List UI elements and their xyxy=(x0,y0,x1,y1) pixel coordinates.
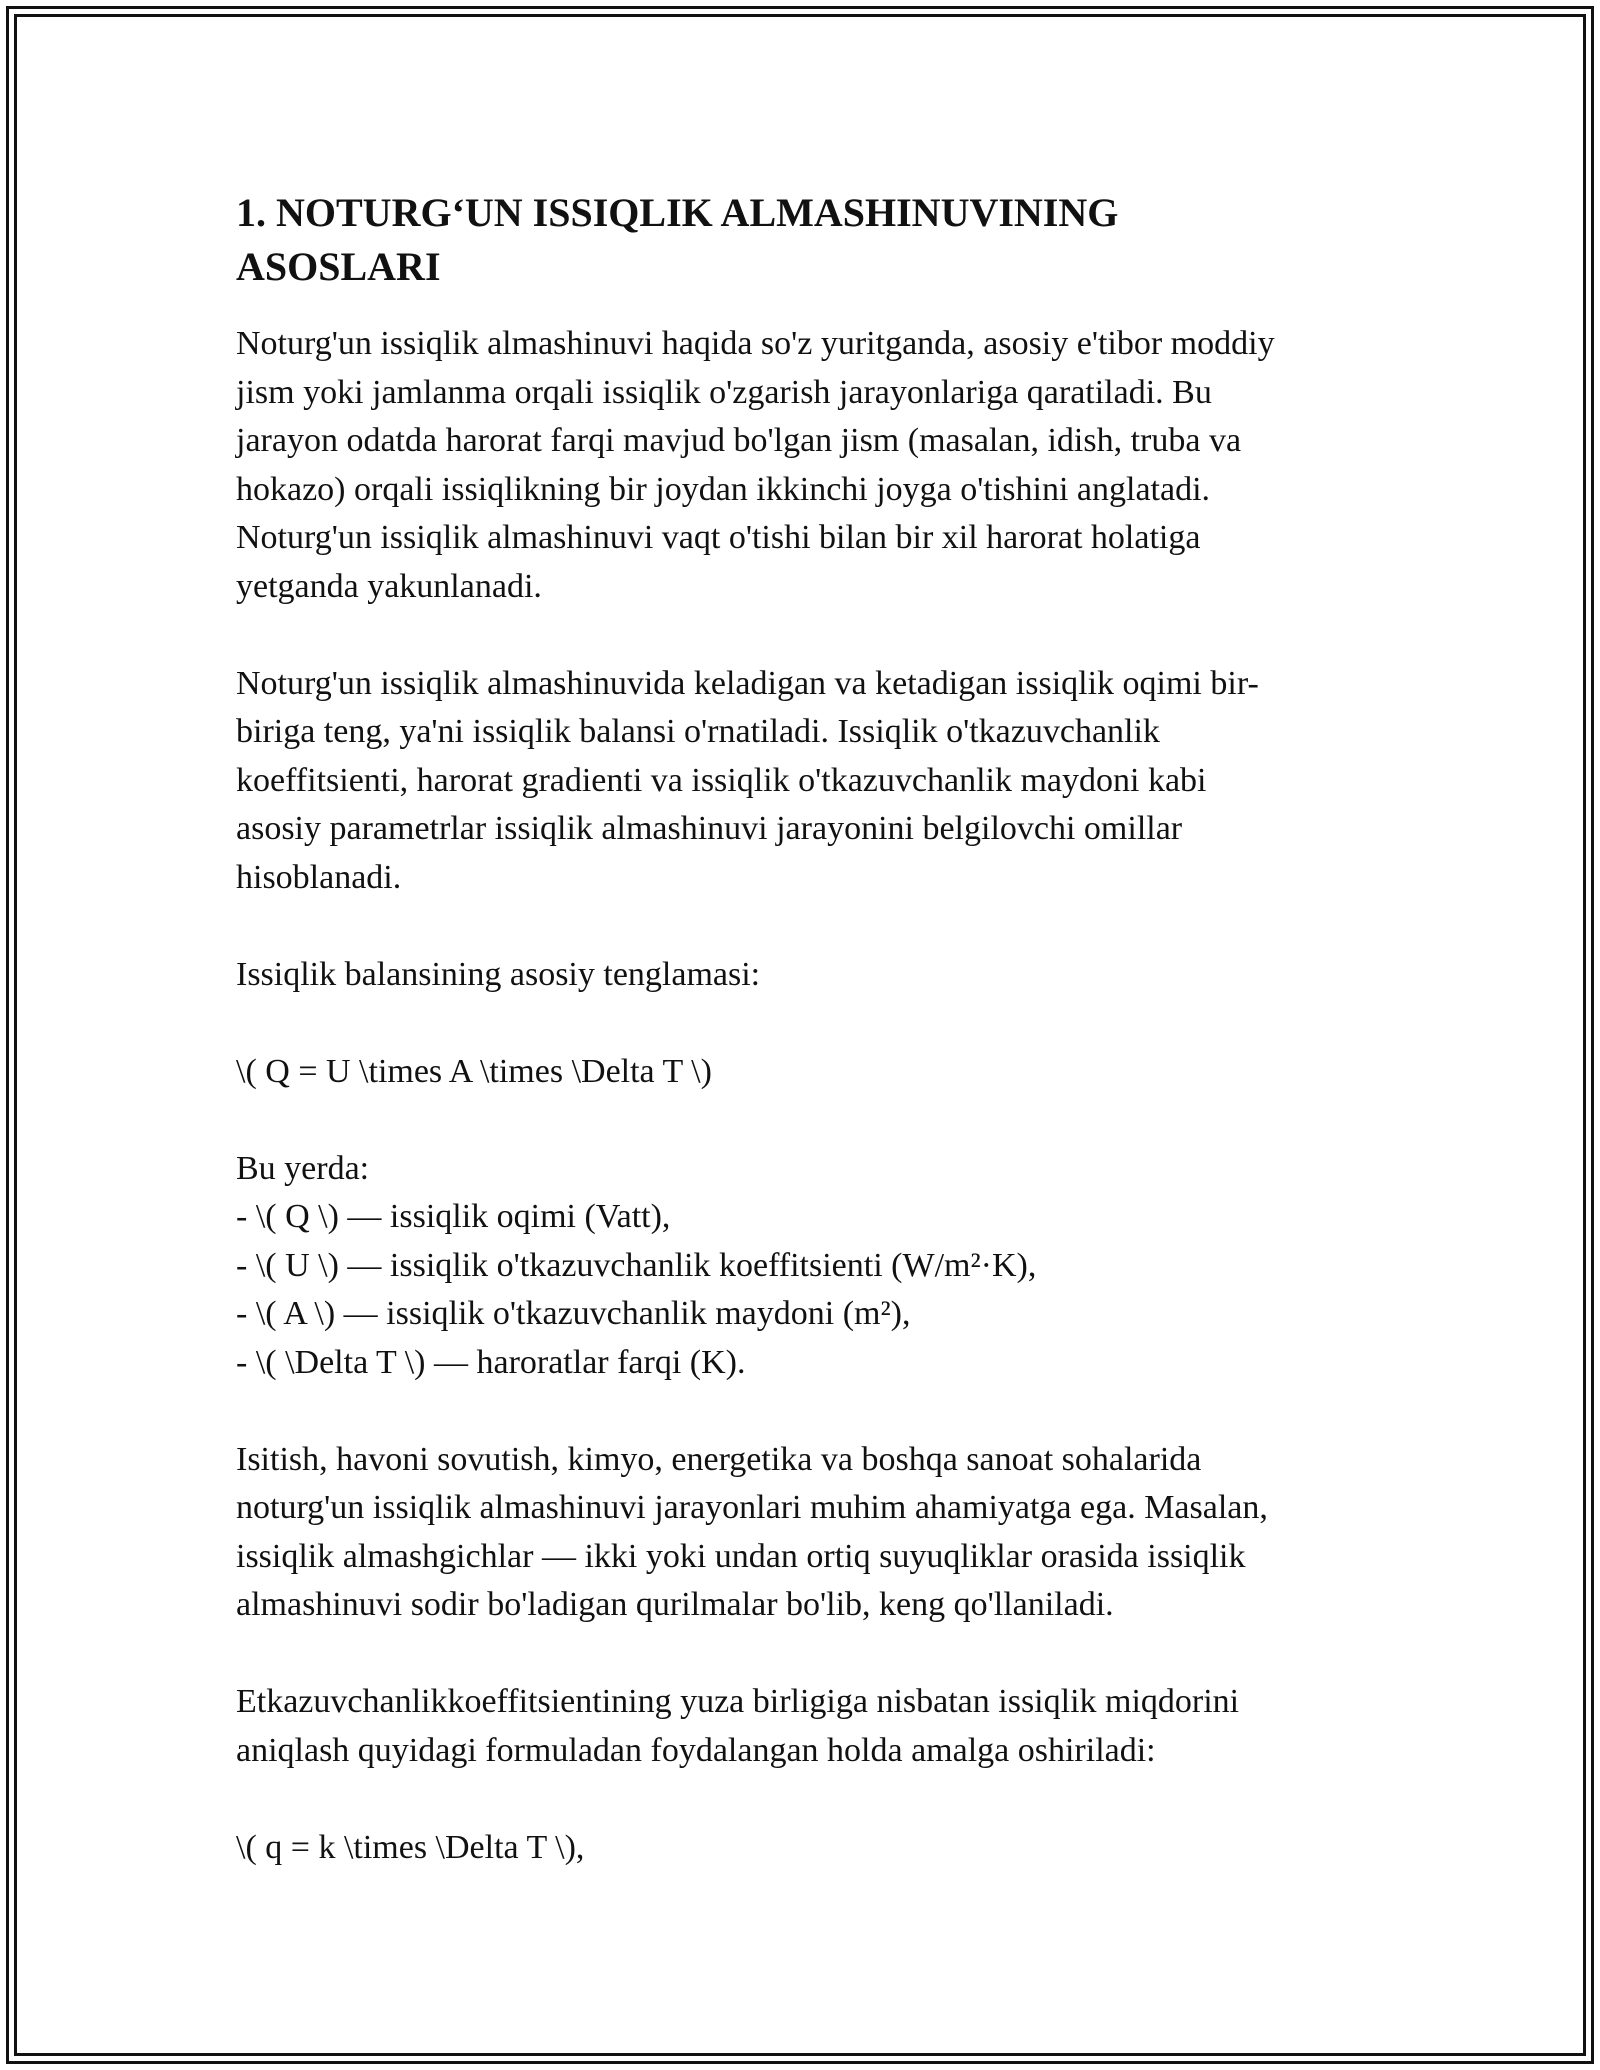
paragraph-line: Noturg'un issiqlik almashinuvi vaqt o'tishi bilan bir xil harorat holatiga xyxy=(236,519,1201,556)
paragraph-line: koeffitsienti, harorat gradienti va issiqlik o'tkazuvchanlik maydoni kabi xyxy=(236,761,1207,799)
paragraph-line: Noturg'un issiqlik almashinuvida keladigan va ketadigan issiqlik oqimi bir- xyxy=(236,664,1259,702)
paragraph-line: jism yoki jamlanma orqali issiqlik o'zgarish jarayonlariga qaratiladi. Bu xyxy=(236,373,1212,411)
paragraph-applications xyxy=(236,1436,1386,1630)
definition-item: - \( Q \) — issiqlik oqimi (Vatt), xyxy=(236,1198,671,1235)
formula-heat-balance xyxy=(236,1048,1386,1097)
section-title-line: 1. NOTURG‘UN ISSIQLIK ALMASHINUVINING xyxy=(236,190,1119,235)
paragraph-line: Issiqlik balansining asosiy tenglamasi: xyxy=(236,955,761,993)
document-body xyxy=(236,186,1386,1921)
definition-item: - \( U \) — issiqlik o'tkazuvchanlik koeffitsienti (W/m²·K), xyxy=(236,1246,1037,1284)
paragraph-line: hokazo) orqali issiqlikning bir joydan ikkinchi joyga o'tishini anglatadi. xyxy=(236,470,1211,508)
formula-line: \( Q = U \times A \times \Delta T \) xyxy=(236,1052,712,1090)
paragraph-line: jarayon odatda harorat farqi mavjud bo'lgan jism (masalan, idish, truba va xyxy=(236,422,1242,459)
paragraph-line: hisoblanadi. xyxy=(236,858,402,896)
paragraph-equation-intro xyxy=(236,951,1386,1000)
section-title xyxy=(236,186,1386,294)
definitions-heading: Bu yerda: xyxy=(236,1149,370,1187)
paragraph-formula-intro xyxy=(236,1678,1386,1775)
section-title-line: ASOSLARI xyxy=(236,244,441,289)
variable-definitions xyxy=(236,1145,1386,1388)
paragraph-balance xyxy=(236,660,1386,903)
definition-item: - \( \Delta T \) — haroratlar farqi (K). xyxy=(236,1343,746,1381)
paragraph-line: Noturg'un issiqlik almashinuvi haqida so'z yuritganda, asosiy e'tibor moddiy xyxy=(236,325,1275,362)
paragraph-line: aniqlash quyidagi formuladan foydalangan holda amalga oshiriladi: xyxy=(236,1731,1156,1769)
paragraph-line: issiqlik almashgichlar — ikki yoki undan ortiq suyuqliklar orasida issiqlik xyxy=(236,1537,1246,1575)
paragraph-line: Etkazuvchanlikkoeffitsientining yuza birligiga nisbatan issiqlik miqdorini xyxy=(236,1683,1240,1720)
paragraph-line: asosiy parametrlar issiqlik almashinuvi jarayonini belgilovchi omillar xyxy=(236,810,1183,847)
paragraph-line: Isitish, havoni sovutish, kimyo, energetika va boshqa sanoat sohalarida xyxy=(236,1440,1202,1478)
definition-item: - \( A \) — issiqlik o'tkazuvchanlik maydoni (m²), xyxy=(236,1295,911,1332)
paragraph-line: biriga teng, ya'ni issiqlik balansi o'rnatiladi. Issiqlik o'tkazuvchanlik xyxy=(236,713,1160,750)
formula-heat-flux xyxy=(236,1824,1386,1873)
paragraph-intro xyxy=(236,320,1386,611)
paragraph-line: yetganda yakunlanadi. xyxy=(236,567,542,605)
paragraph-line: noturg'un issiqlik almashinuvi jarayonlari muhim ahamiyatga ega. Masalan, xyxy=(236,1489,1268,1526)
paragraph-line: almashinuvi sodir bo'ladigan qurilmalar bo'lib, keng qo'llaniladi. xyxy=(236,1586,1114,1623)
formula-line: \( q = k \times \Delta T \), xyxy=(236,1828,585,1866)
